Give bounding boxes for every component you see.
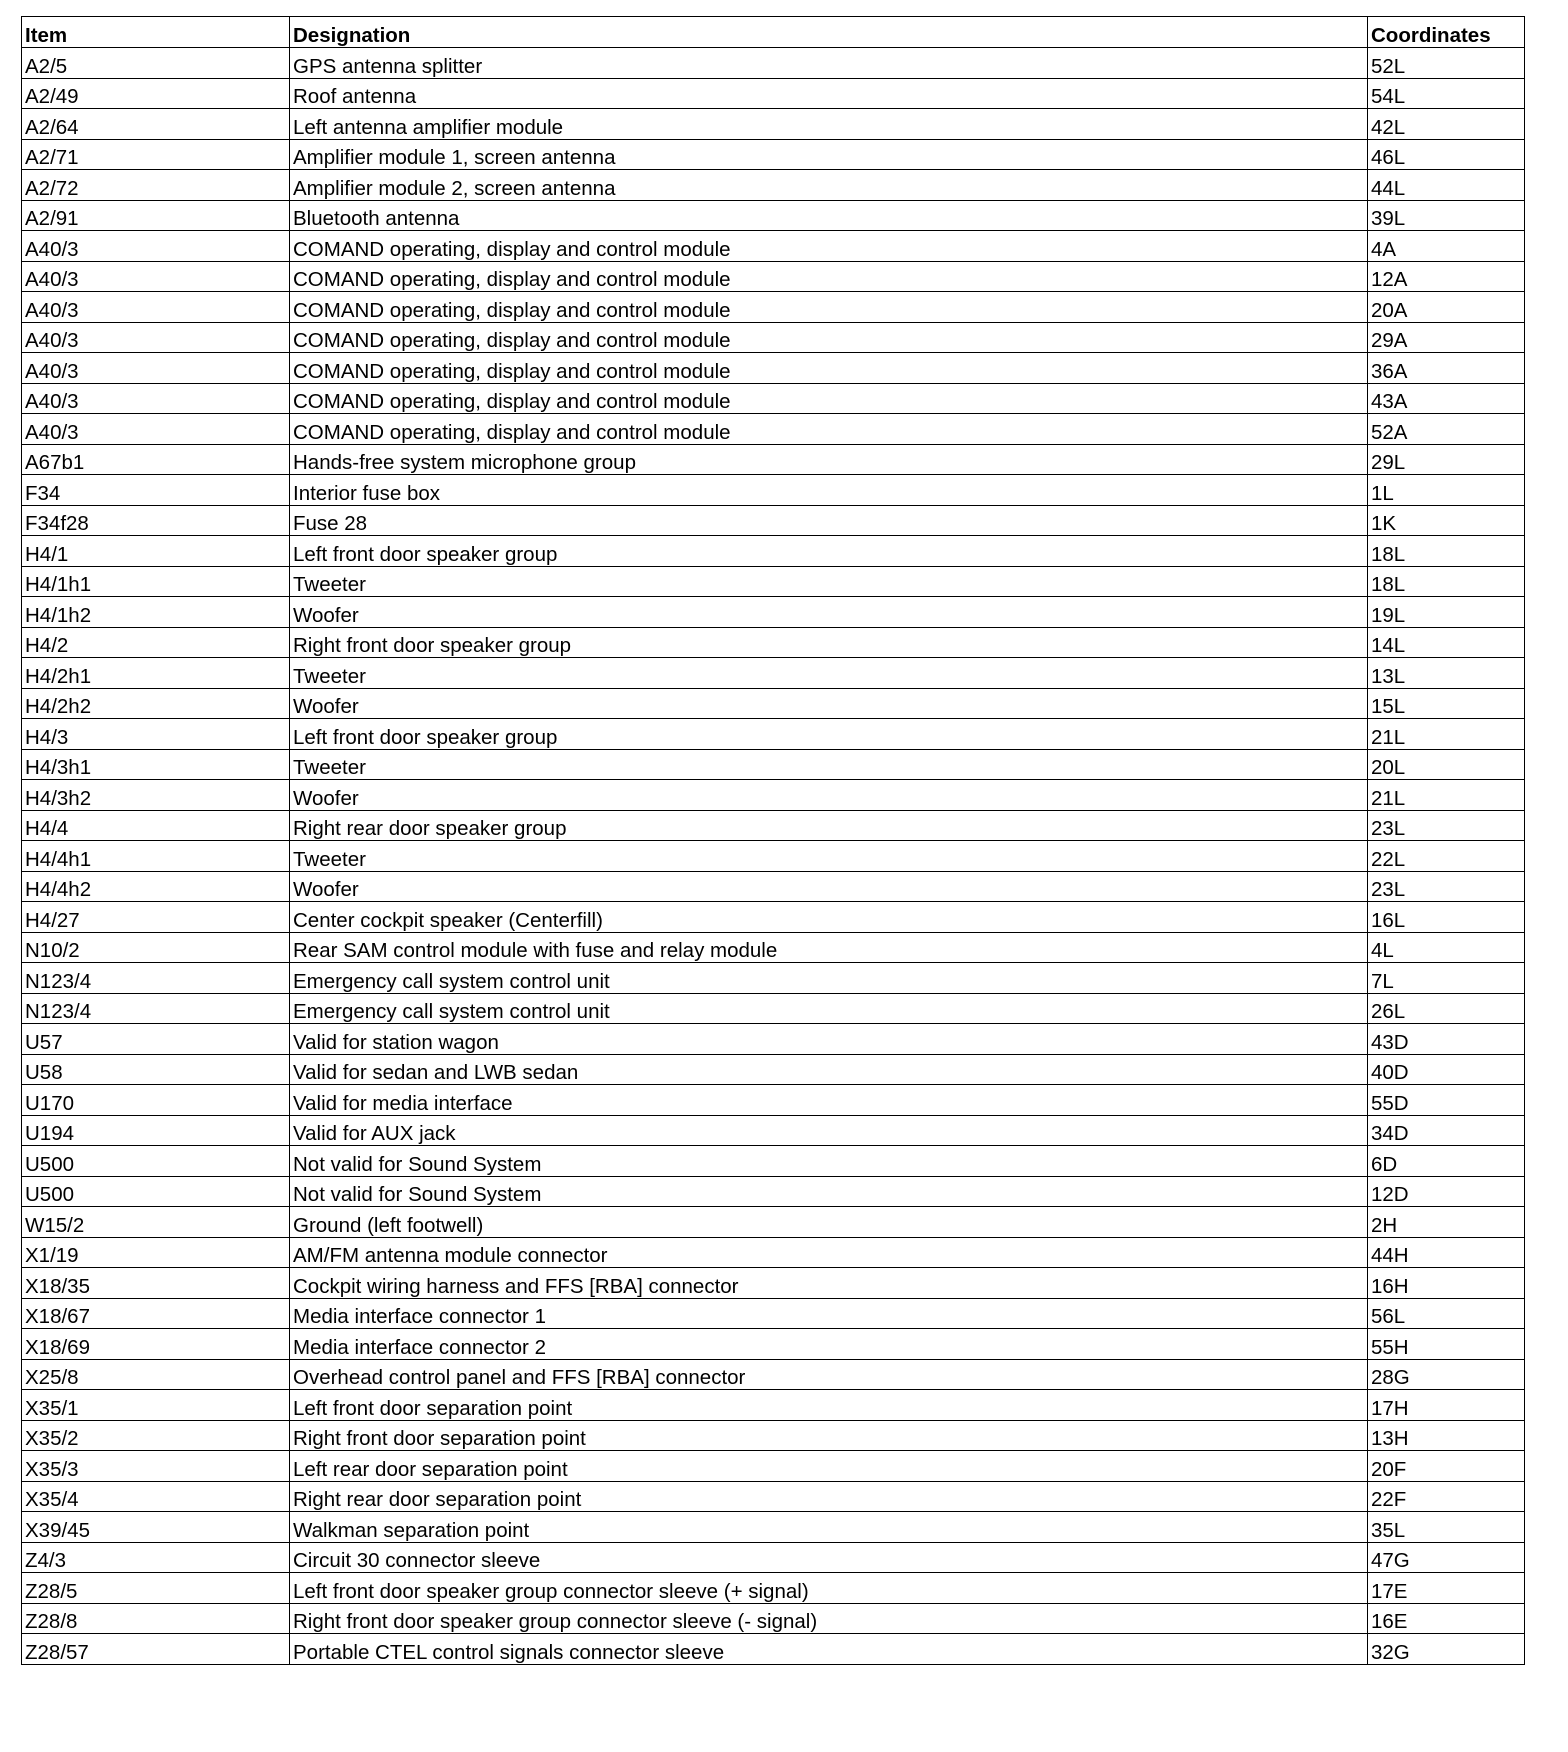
cell-coordinates: 23L — [1368, 871, 1525, 902]
cell-designation: Bluetooth antenna — [290, 200, 1368, 231]
cell-coordinates: 46L — [1368, 139, 1525, 170]
cell-item: A40/3 — [22, 353, 290, 384]
cell-item: X35/3 — [22, 1451, 290, 1482]
cell-designation: Center cockpit speaker (Centerfill) — [290, 902, 1368, 933]
table-row — [22, 1634, 1525, 1665]
cell-item: U500 — [22, 1176, 290, 1207]
cell-designation: Left rear door separation point — [290, 1451, 1368, 1482]
cell-item: N123/4 — [22, 993, 290, 1024]
cell-designation: Media interface connector 2 — [290, 1329, 1368, 1360]
cell-item: X1/19 — [22, 1237, 290, 1268]
cell-item: X35/1 — [22, 1390, 290, 1421]
cell-coordinates: 16H — [1368, 1268, 1525, 1299]
cell-designation: Amplifier module 1, screen antenna — [290, 139, 1368, 170]
cell-coordinates: 17H — [1368, 1390, 1525, 1421]
table-row — [22, 902, 1525, 933]
component-legend-table — [21, 16, 1525, 1665]
cell-item: N123/4 — [22, 963, 290, 994]
table-row — [22, 841, 1525, 872]
cell-designation: Valid for media interface — [290, 1085, 1368, 1116]
cell-item: A2/5 — [22, 48, 290, 79]
cell-designation: COMAND operating, display and control module — [290, 383, 1368, 414]
table-row — [22, 1268, 1525, 1299]
cell-item: X18/35 — [22, 1268, 290, 1299]
cell-coordinates: 19L — [1368, 597, 1525, 628]
table-row — [22, 1176, 1525, 1207]
cell-coordinates: 54L — [1368, 78, 1525, 109]
table-body — [22, 48, 1525, 1665]
table-row — [22, 597, 1525, 628]
cell-designation: Right rear door speaker group — [290, 810, 1368, 841]
cell-designation: Woofer — [290, 597, 1368, 628]
cell-item: A40/3 — [22, 261, 290, 292]
cell-designation: Tweeter — [290, 749, 1368, 780]
cell-item: X18/67 — [22, 1298, 290, 1329]
table-row — [22, 444, 1525, 475]
cell-item: A40/3 — [22, 322, 290, 353]
cell-designation: Media interface connector 1 — [290, 1298, 1368, 1329]
cell-coordinates: 1L — [1368, 475, 1525, 506]
cell-coordinates: 21L — [1368, 719, 1525, 750]
table-row — [22, 1603, 1525, 1634]
cell-item: U57 — [22, 1024, 290, 1055]
cell-coordinates: 6D — [1368, 1146, 1525, 1177]
cell-designation: Portable CTEL control signals connector sleeve — [290, 1634, 1368, 1665]
table-row — [22, 1573, 1525, 1604]
cell-item: X35/2 — [22, 1420, 290, 1451]
table-row — [22, 1329, 1525, 1360]
table-row — [22, 719, 1525, 750]
cell-coordinates: 44L — [1368, 170, 1525, 201]
cell-designation: Not valid for Sound System — [290, 1176, 1368, 1207]
cell-coordinates: 43D — [1368, 1024, 1525, 1055]
cell-designation: Emergency call system control unit — [290, 963, 1368, 994]
cell-designation: Right front door separation point — [290, 1420, 1368, 1451]
cell-item: H4/3h1 — [22, 749, 290, 780]
table-row — [22, 536, 1525, 567]
cell-designation: Woofer — [290, 871, 1368, 902]
cell-item: A2/72 — [22, 170, 290, 201]
cell-designation: Tweeter — [290, 841, 1368, 872]
cell-coordinates: 35L — [1368, 1512, 1525, 1543]
table-row — [22, 1054, 1525, 1085]
cell-designation: COMAND operating, display and control module — [290, 414, 1368, 445]
cell-designation: GPS antenna splitter — [290, 48, 1368, 79]
cell-item: H4/3h2 — [22, 780, 290, 811]
cell-item: H4/4h2 — [22, 871, 290, 902]
cell-coordinates: 14L — [1368, 627, 1525, 658]
cell-item: Z28/5 — [22, 1573, 290, 1604]
cell-designation: Right rear door separation point — [290, 1481, 1368, 1512]
cell-item: Z28/8 — [22, 1603, 290, 1634]
table-row — [22, 749, 1525, 780]
table-row — [22, 1451, 1525, 1482]
cell-coordinates: 16L — [1368, 902, 1525, 933]
table-row — [22, 1481, 1525, 1512]
cell-coordinates: 4A — [1368, 231, 1525, 262]
cell-item: H4/2h1 — [22, 658, 290, 689]
cell-designation: Circuit 30 connector sleeve — [290, 1542, 1368, 1573]
table-header-row — [22, 17, 1525, 48]
cell-designation: Left antenna amplifier module — [290, 109, 1368, 140]
table-row — [22, 322, 1525, 353]
cell-designation: Woofer — [290, 688, 1368, 719]
cell-designation: COMAND operating, display and control module — [290, 261, 1368, 292]
cell-item: U500 — [22, 1146, 290, 1177]
table-row — [22, 780, 1525, 811]
cell-item: H4/1h1 — [22, 566, 290, 597]
cell-coordinates: 40D — [1368, 1054, 1525, 1085]
table-row — [22, 627, 1525, 658]
table-row — [22, 993, 1525, 1024]
cell-designation: Roof antenna — [290, 78, 1368, 109]
cell-designation: Hands-free system microphone group — [290, 444, 1368, 475]
cell-item: A40/3 — [22, 414, 290, 445]
cell-item: A2/64 — [22, 109, 290, 140]
cell-coordinates: 42L — [1368, 109, 1525, 140]
cell-designation: COMAND operating, display and control module — [290, 231, 1368, 262]
cell-item: A67b1 — [22, 444, 290, 475]
cell-designation: COMAND operating, display and control module — [290, 292, 1368, 323]
cell-designation: Cockpit wiring harness and FFS [RBA] connector — [290, 1268, 1368, 1299]
cell-coordinates: 22F — [1368, 1481, 1525, 1512]
table-row — [22, 200, 1525, 231]
cell-coordinates: 15L — [1368, 688, 1525, 719]
table-row — [22, 261, 1525, 292]
cell-coordinates: 52A — [1368, 414, 1525, 445]
cell-coordinates: 18L — [1368, 536, 1525, 567]
cell-item: H4/2 — [22, 627, 290, 658]
table-row — [22, 963, 1525, 994]
cell-item: Z4/3 — [22, 1542, 290, 1573]
cell-item: N10/2 — [22, 932, 290, 963]
cell-item: Z28/57 — [22, 1634, 290, 1665]
cell-item: A2/91 — [22, 200, 290, 231]
cell-designation: Not valid for Sound System — [290, 1146, 1368, 1177]
cell-coordinates: 12A — [1368, 261, 1525, 292]
cell-coordinates: 7L — [1368, 963, 1525, 994]
cell-coordinates: 28G — [1368, 1359, 1525, 1390]
cell-item: F34f28 — [22, 505, 290, 536]
cell-designation: Tweeter — [290, 566, 1368, 597]
table-row — [22, 1146, 1525, 1177]
legend-sheet — [21, 16, 1525, 1665]
cell-designation: Ground (left footwell) — [290, 1207, 1368, 1238]
cell-item: H4/27 — [22, 902, 290, 933]
cell-designation: COMAND operating, display and control module — [290, 322, 1368, 353]
cell-item: U170 — [22, 1085, 290, 1116]
cell-designation: Interior fuse box — [290, 475, 1368, 506]
cell-designation: Valid for AUX jack — [290, 1115, 1368, 1146]
table-row — [22, 505, 1525, 536]
table-row — [22, 871, 1525, 902]
cell-designation: Fuse 28 — [290, 505, 1368, 536]
cell-item: H4/4h1 — [22, 841, 290, 872]
cell-coordinates: 20F — [1368, 1451, 1525, 1482]
cell-designation: Right front door speaker group — [290, 627, 1368, 658]
cell-coordinates: 20A — [1368, 292, 1525, 323]
cell-designation: Right front door speaker group connector sleeve (- signal) — [290, 1603, 1368, 1634]
cell-item: H4/3 — [22, 719, 290, 750]
cell-coordinates: 4L — [1368, 932, 1525, 963]
cell-coordinates: 12D — [1368, 1176, 1525, 1207]
cell-coordinates: 20L — [1368, 749, 1525, 780]
cell-item: A40/3 — [22, 292, 290, 323]
cell-item: H4/4 — [22, 810, 290, 841]
cell-item: H4/1 — [22, 536, 290, 567]
cell-designation: Amplifier module 2, screen antenna — [290, 170, 1368, 201]
cell-designation: COMAND operating, display and control module — [290, 353, 1368, 384]
cell-designation: Valid for sedan and LWB sedan — [290, 1054, 1368, 1085]
table-row — [22, 475, 1525, 506]
cell-coordinates: 29A — [1368, 322, 1525, 353]
table-row — [22, 688, 1525, 719]
cell-coordinates: 29L — [1368, 444, 1525, 475]
table-row — [22, 1298, 1525, 1329]
cell-coordinates: 13L — [1368, 658, 1525, 689]
header-coordinates: Coordinates — [1368, 17, 1525, 48]
cell-item: U58 — [22, 1054, 290, 1085]
table-row — [22, 231, 1525, 262]
cell-coordinates: 56L — [1368, 1298, 1525, 1329]
cell-coordinates: 34D — [1368, 1115, 1525, 1146]
cell-designation: Overhead control panel and FFS [RBA] connector — [290, 1359, 1368, 1390]
table-row — [22, 1024, 1525, 1055]
table-row — [22, 1390, 1525, 1421]
cell-coordinates: 18L — [1368, 566, 1525, 597]
cell-item: F34 — [22, 475, 290, 506]
table-row — [22, 48, 1525, 79]
cell-coordinates: 13H — [1368, 1420, 1525, 1451]
header-item: Item — [22, 17, 290, 48]
cell-item: W15/2 — [22, 1207, 290, 1238]
cell-coordinates: 22L — [1368, 841, 1525, 872]
cell-coordinates: 2H — [1368, 1207, 1525, 1238]
cell-designation: Left front door separation point — [290, 1390, 1368, 1421]
cell-coordinates: 39L — [1368, 200, 1525, 231]
table-row — [22, 414, 1525, 445]
cell-item: A40/3 — [22, 383, 290, 414]
cell-designation: Tweeter — [290, 658, 1368, 689]
table-row — [22, 1512, 1525, 1543]
cell-item: H4/2h2 — [22, 688, 290, 719]
cell-designation: Rear SAM control module with fuse and relay module — [290, 932, 1368, 963]
table-row — [22, 78, 1525, 109]
cell-coordinates: 1K — [1368, 505, 1525, 536]
cell-coordinates: 47G — [1368, 1542, 1525, 1573]
table-row — [22, 1115, 1525, 1146]
cell-item: H4/1h2 — [22, 597, 290, 628]
cell-item: X39/45 — [22, 1512, 290, 1543]
cell-coordinates: 55D — [1368, 1085, 1525, 1116]
cell-designation: Left front door speaker group — [290, 536, 1368, 567]
table-row — [22, 383, 1525, 414]
cell-designation: Woofer — [290, 780, 1368, 811]
table-row — [22, 1359, 1525, 1390]
cell-coordinates: 36A — [1368, 353, 1525, 384]
cell-coordinates: 43A — [1368, 383, 1525, 414]
cell-designation: Left front door speaker group connector sleeve (+ signal) — [290, 1573, 1368, 1604]
cell-item: A2/71 — [22, 139, 290, 170]
cell-coordinates: 32G — [1368, 1634, 1525, 1665]
table-row — [22, 658, 1525, 689]
cell-item: A40/3 — [22, 231, 290, 262]
table-row — [22, 109, 1525, 140]
cell-designation: Walkman separation point — [290, 1512, 1368, 1543]
cell-coordinates: 26L — [1368, 993, 1525, 1024]
cell-item: A2/49 — [22, 78, 290, 109]
cell-coordinates: 52L — [1368, 48, 1525, 79]
table-row — [22, 1207, 1525, 1238]
table-row — [22, 566, 1525, 597]
table-row — [22, 292, 1525, 323]
table-row — [22, 353, 1525, 384]
cell-designation: AM/FM antenna module connector — [290, 1237, 1368, 1268]
table-row — [22, 1237, 1525, 1268]
cell-designation: Emergency call system control unit — [290, 993, 1368, 1024]
cell-coordinates: 16E — [1368, 1603, 1525, 1634]
cell-designation: Left front door speaker group — [290, 719, 1368, 750]
table-row — [22, 170, 1525, 201]
table-row — [22, 139, 1525, 170]
cell-item: X18/69 — [22, 1329, 290, 1360]
header-designation: Designation — [290, 17, 1368, 48]
cell-item: X25/8 — [22, 1359, 290, 1390]
table-row — [22, 932, 1525, 963]
cell-coordinates: 44H — [1368, 1237, 1525, 1268]
table-row — [22, 810, 1525, 841]
table-row — [22, 1542, 1525, 1573]
cell-item: U194 — [22, 1115, 290, 1146]
cell-coordinates: 23L — [1368, 810, 1525, 841]
cell-coordinates: 55H — [1368, 1329, 1525, 1360]
table-row — [22, 1420, 1525, 1451]
cell-item: X35/4 — [22, 1481, 290, 1512]
table-row — [22, 1085, 1525, 1116]
cell-coordinates: 17E — [1368, 1573, 1525, 1604]
cell-designation: Valid for station wagon — [290, 1024, 1368, 1055]
cell-coordinates: 21L — [1368, 780, 1525, 811]
